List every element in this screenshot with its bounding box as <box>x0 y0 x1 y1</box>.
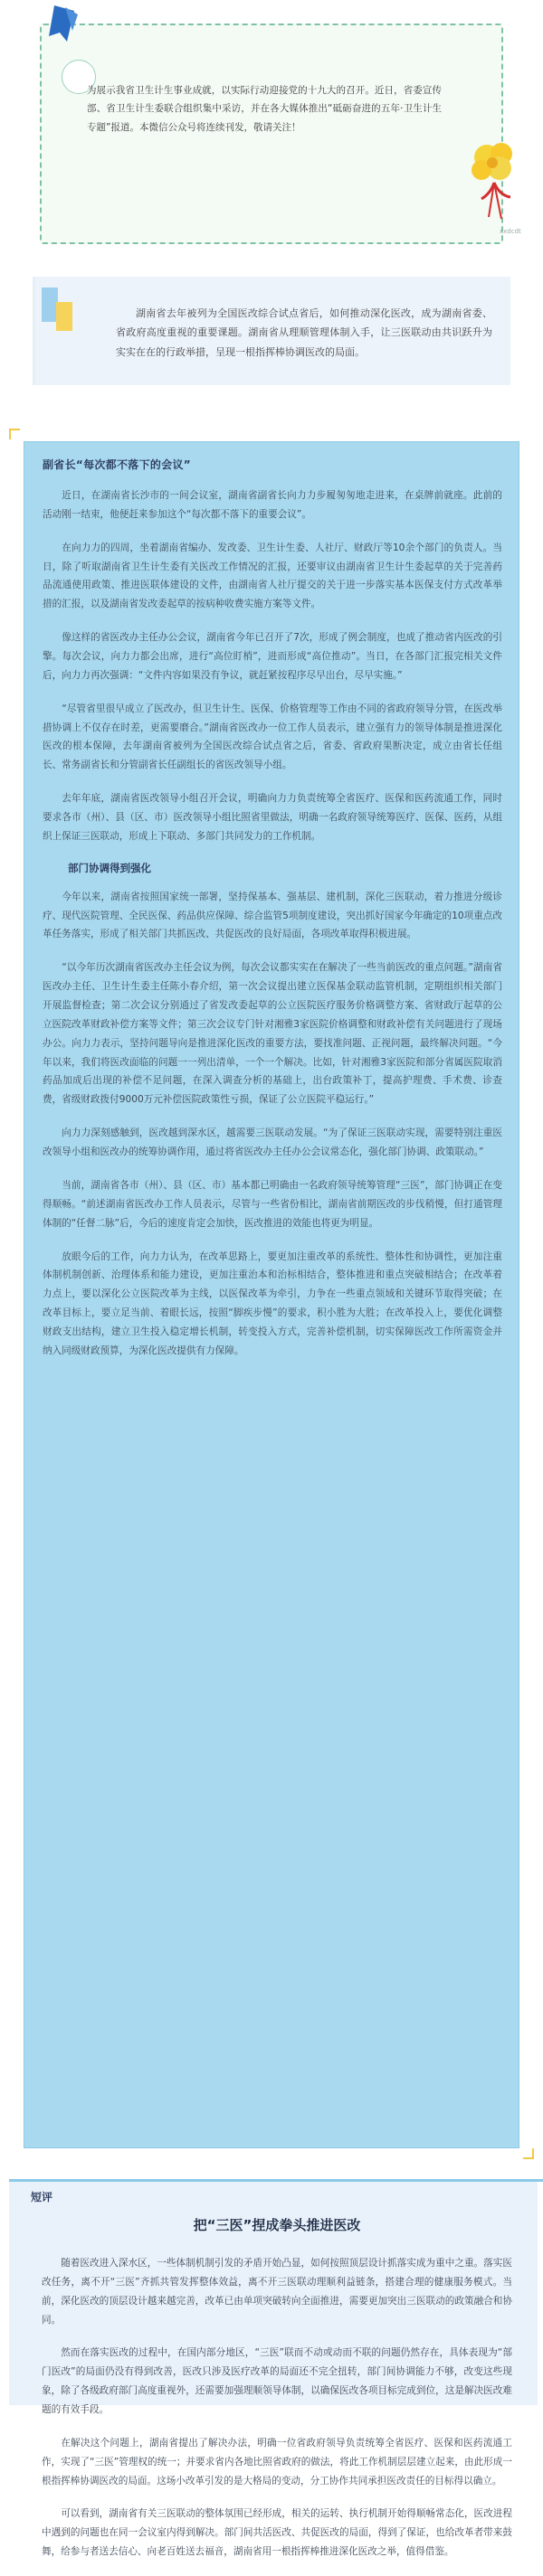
commentary-title: 把“三医”捏成拳头推进医改 <box>193 2217 361 2233</box>
commentary-paragraph: 在解决这个问题上，湖南省提出了解决办法，明确一位省政府领导负责统筹全省医疗、医保和医药流通工作，实现了“三医”管理权的统一；并要求省内各地比照省政府的做法，将此工作机制层层建立起来，由此形成一根指挥棒协调医改的局面。这场小改革引发的是大格局的变动，分工协作共同承担医改责任的目标得以确立。 <box>42 2437 512 2486</box>
paragraph: 像这样的省医改办主任办公会议，湖南省今年已召开了7次，形成了例会制度，也成了推动省内医改的引擎。每次会议，向力力都会出席，进行“高位盯梢”，进而形成“高位推动”。当日，在各部门汇报完相关文件后，向力力再次强调：“文件内容如果没有争议，就赶紧按程序尽早出台，尽早实施。” <box>43 632 502 681</box>
article-body <box>24 441 519 2148</box>
paragraph: “尽管省里很早成立了医改办，但卫生计生、医保、价格管理等工作由不同的省政府领导分管，在医改举措协调上不仅存在时差，更需要磨合。”湖南省医改办一位工作人员表示，建立强有力的领导体制是推进深化医改的根本保障，去年湖南省被列为全国医改综合试点省之后，省委、省政府果断决定，成立由省长任组长、常务副省长和分管副省长任副组长的省医改领导小组。 <box>43 703 502 771</box>
paragraph: 当前，湖南省各市（州）、县（区、市）基本都已明确由一名政府领导统筹管理“三医”，部门协调正在变得顺畅。“前述湖南省医改办工作人员表示，尽管与一些省份相比，湖南省前期医改的步伐稍慢，但打通管理体制的“任督二脉”后，今后的速度肯定会加快，医改推进的效能也将更为明显。 <box>43 1179 502 1229</box>
paragraph: 向力力深刻感触到，医改越到深水区，越需要三医联动发展。“为了保证三医联动实现，需要特别注重医改领导小组和医改办的统筹协调作用，通过将省医改办主任办公会议常态化，强化部门协调、政策联动。” <box>43 1128 502 1158</box>
paragraph: 去年年底，湖南省医改领导小组召开会议，明确向力力负责统筹全省医疗、医保和医药流通工作，同时要求各市（州）、县（区、市）医改领导小组比照省里做法，明确一名政府领导统筹医疗、医保、医药，从组织上保证三医联动，形成上下联动、多部门共同发力的工作机制。 <box>43 793 502 842</box>
commentary-box <box>9 2179 538 2558</box>
section-title: 副省长“每次都不落下的会议” <box>43 458 191 471</box>
bookmark-icon <box>47 5 80 54</box>
commentary-paragraph: 随着医改进入深水区，一些体制机制引发的矛盾开始凸显，如何按照顶层设计抓落实成为重中之重。落实医改任务，离不开“三医”齐抓共管发挥整体效益，离不开三医联动理顺利益链条，搭建合理的健康服务模式。当前，深化医改的顶层设计越来越完善，改革已由单项突破转向全面推进，需要更加突出三医联动的政策融合和协同。 <box>42 2258 512 2326</box>
lead-text: 湖南省去年被列为全国医改综合试点省后，如何推动深化医改，成为湖南省委、省政府高度重视的重要课题。湖南省从理顺管理体制入手，让三医联动由共识跃升为实实在在的行政举措，呈现一根指挥棒协调医改的局面。 <box>116 307 492 358</box>
article-inner <box>43 451 502 1375</box>
corner-mark-icon <box>523 2148 534 2159</box>
corner-mark-icon <box>9 429 20 439</box>
paragraph: 放眼今后的工作，向力力认为，在改革思路上，要更加注重改革的系统性、整体性和协调性，更加注重体制机制创新、治理体系和能力建设，更加注重治本和治标相结合，整体推进和重点突破相结合；在改革着力点上，要以深化公立医院改革为主线，以医保改革为牵引，力争在一些重点领域和关键环节取得突破；在改革目标上，要立足当前、着眼长远，按照“脚疾步慢”的要求，积小胜为大胜；在改革投入上，要优化调整财政支出结构，建立卫生投入稳定增长机制，转变投入方式，完善补偿机制，切实保障医改工作所需资金并纳入同级财政预算，为深化医改提供有力保障。 <box>43 1250 502 1356</box>
commentary-paragraph: 然而在落实医改的过程中，在国内部分地区，“三医”联而不动或动而不联的问题仍然存在，具体表现为“部门医改”的局面仍没有得到改善，医改只涉及医疗改革的局面还不完全扭转，部门间协调能力不够，改变这些现象，除了各级政府部门高度重视外，还需要加强理顺领导体制，以确保医改各项目标完成到位，这是解决医改难题的有效手段。 <box>42 2347 512 2416</box>
commentary-paragraph: 可以看到，湖南省有关三医联动的整体氛围已经形成，相关的运转、执行机制开始得顺畅常态化，医改进程中遇到的问题也在同一会议室内得到解决。部门间共活医改、共促医改的局面，得到了保证，也给改革者带来鼓舞，给参与者送去信心、向老百姓送去福音，湖南省用一根指挥棒推进深化医改之举，值得借鉴。 <box>42 2508 512 2558</box>
commentary-header <box>9 2179 543 2206</box>
paragraph: 在向力力的四周，坐着湖南省编办、发改委、卫生计生委、人社厅、财政厅等10余个部门的负责人。当日，除了听取湖南省卫生计生委有关医改工作情况的汇报，还要审议由湖南省卫生计生委起草的关于完善药品流通使用政策、推进医联体建设的文件，由湖南省人社厅提交的关于进一步落实基本医保支付方式改革举措的汇报，以及湖南省发改委起草的按病种收费实施方案等文件。 <box>43 542 502 610</box>
flower-decoration-icon <box>454 136 536 235</box>
paragraph: “以今年历次湖南省医改办主任会议为例，每次会议都实实在在解决了一些当前医改的重点问题。”湖南省医改办主任、卫生计生委主任陈小春介绍，第一次会议提出建立医保基金联动监管机制，定期组织相关部门开展监督检查；第二次会议分别通过了省发改委起草的公立医院医疗服务价格调整方案、省财政厅起草的公立医院改革财政补偿方案等文件；第三次会议专门针对湘雅3家医院价格调整和财政补偿有关问题进行了现场办公。向力力表示，坚持问题导向是推进深化医改的重要方法，要找准问题、正视问题，最终解决问题。“今年以来，我们将医改面临的问题一一列出清单，一个一个解决。比如，针对湘雅3家医院和部分省属医院取消药品加成后出现的补偿不足问题，在深入调查分析的基础上，出台政策补丁，提高护理费、手术费、诊查费，省级财政拨付9000万元补偿医院政策性亏损，保证了公立医院平稳运行。” <box>43 962 502 1106</box>
commentary-inner <box>42 2212 512 2576</box>
paragraph: 近日，在湖南省长沙市的一间会议室，湖南省副省长向力力步履匆匆地走进来，在桌牌前就座。此前的活动刚一结束，他便赶来参加这个“每次都不落下的重要会议”。 <box>43 490 502 520</box>
paragraph: 今年以来，湖南省按照国家统一部署，坚持保基本、强基层、建机制，深化三医联动，着力推进分级诊疗、现代医院管理、全民医保、药品供应保障、综合监管5项制度建设，突出抓好国家今年确定的10项重点改革任务落实，形成了相关部门共抓医改、共促医改的良好局面，各项改革取得积极进展。 <box>43 891 502 940</box>
commentary-tag: 短评 <box>31 2191 53 2203</box>
intro-text: 为展示我省卫生计生事业成就，以实际行动迎接党的十九大的召开。近日，省委宣传部、省卫生计生委联合组织集中采访，并在各大媒体推出“砥砺奋进的五年·卫生计生专题”报道。本微信公众号将连续刊发，敬请关注！ <box>87 85 442 133</box>
section-subtitle: 部门协调得到强化 <box>68 861 151 874</box>
lead-decoration-yellow <box>56 302 72 331</box>
signature-text: xxdcdt <box>500 228 521 235</box>
